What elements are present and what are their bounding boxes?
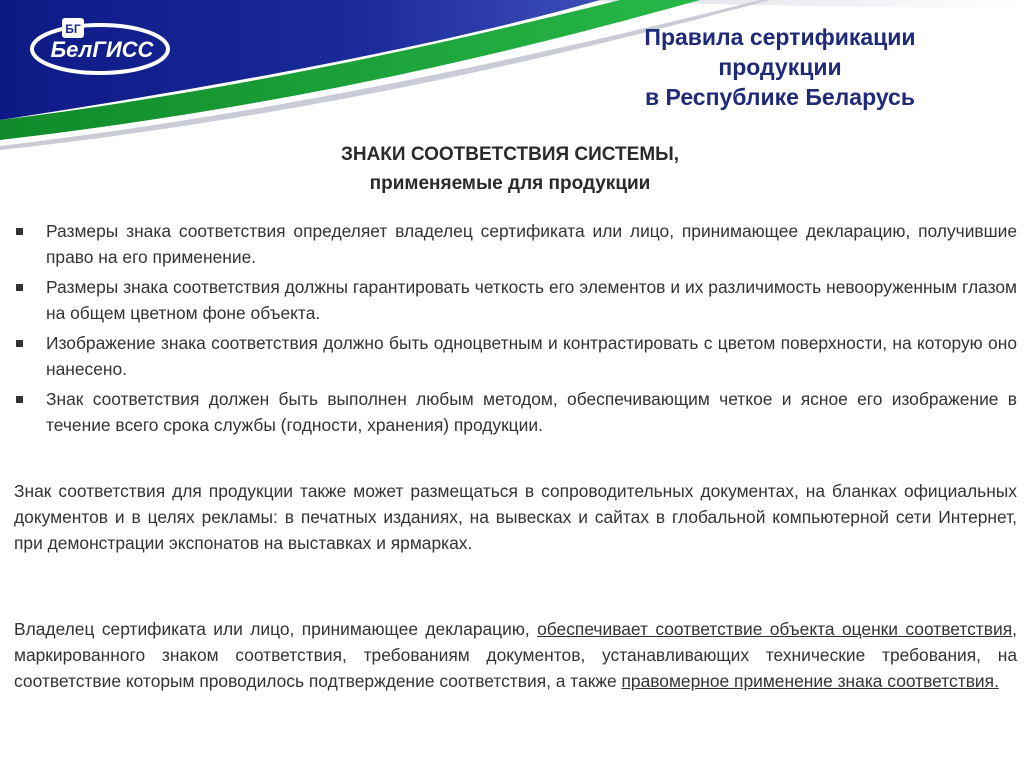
logo-emblem-text: БГ (65, 22, 81, 36)
list-item-text: Размеры знака соответствия определяет владелец сертификата или лицо, принимающее декларацию, получившие право на его применение. (46, 221, 1017, 267)
section-heading (190, 140, 830, 198)
belgiss-logo (22, 16, 172, 78)
paragraph-text-part-2: , маркированного знаком соответствия, требованиям документов, устанавливающих технические требования, на соответствие которым проводилось подтверждение соответствия, а также (14, 619, 1017, 691)
placement-paragraph: Знак соответствия для продукции также может размещаться в сопроводительных документах, на бланках официальных документов и в целях рекламы: в печатных изданиях, на вывесках и сайтах в глобальной компьютерной сети Интернет, при демонстрации экспонатов на выставках и ярмарках. (14, 481, 1017, 553)
list-item-text: Размеры знака соответствия должны гарантировать четкость его элементов и их различимость невооруженным глазом на общем цветном фоне объекта. (46, 277, 1017, 323)
bullet-square-icon (16, 340, 23, 347)
list-item (14, 274, 1017, 326)
section-heading-line-1: ЗНАКИ СООТВЕТСТВИЯ СИСТЕМЫ, (340, 144, 680, 165)
belgiss-logo-graphic (22, 16, 172, 78)
paragraph-text-part-1: Владелец сертификата или лицо, принимающее декларацию, (14, 619, 538, 639)
lawful-use-underlined: правомерное применение знака соответствия. (621, 671, 999, 691)
slide-title-line-1: Правила сертификации (644, 24, 916, 50)
slide-title-line-3: в Республике Беларусь (645, 84, 915, 110)
slide-title (560, 22, 1000, 112)
conformity-assurance-underlined: обеспечивает соответствие объекта оценки соответствия (537, 619, 1013, 639)
list-item-text: Знак соответствия должен быть выполнен любым методом, обеспечивающим четкое и ясное его изображение в течение всего срока службы (годности, хранения) продукции. (46, 389, 1017, 435)
bullet-square-icon (16, 396, 23, 403)
requirements-list (14, 218, 1017, 442)
list-item (14, 386, 1017, 438)
list-item-text: Изображение знака соответствия должно быть одноцветным и контрастировать с цветом поверхности, на которую оно нанесено. (46, 333, 1017, 379)
owner-obligations-paragraph (14, 616, 1017, 694)
bullet-square-icon (16, 228, 23, 235)
list-item (14, 218, 1017, 270)
list-item (14, 330, 1017, 382)
slide-title-line-2: продукции (718, 54, 842, 80)
section-heading-line-2: применяемые для продукции (369, 173, 651, 194)
logo-text: БелГИСС (50, 37, 154, 62)
bullet-square-icon (16, 284, 23, 291)
